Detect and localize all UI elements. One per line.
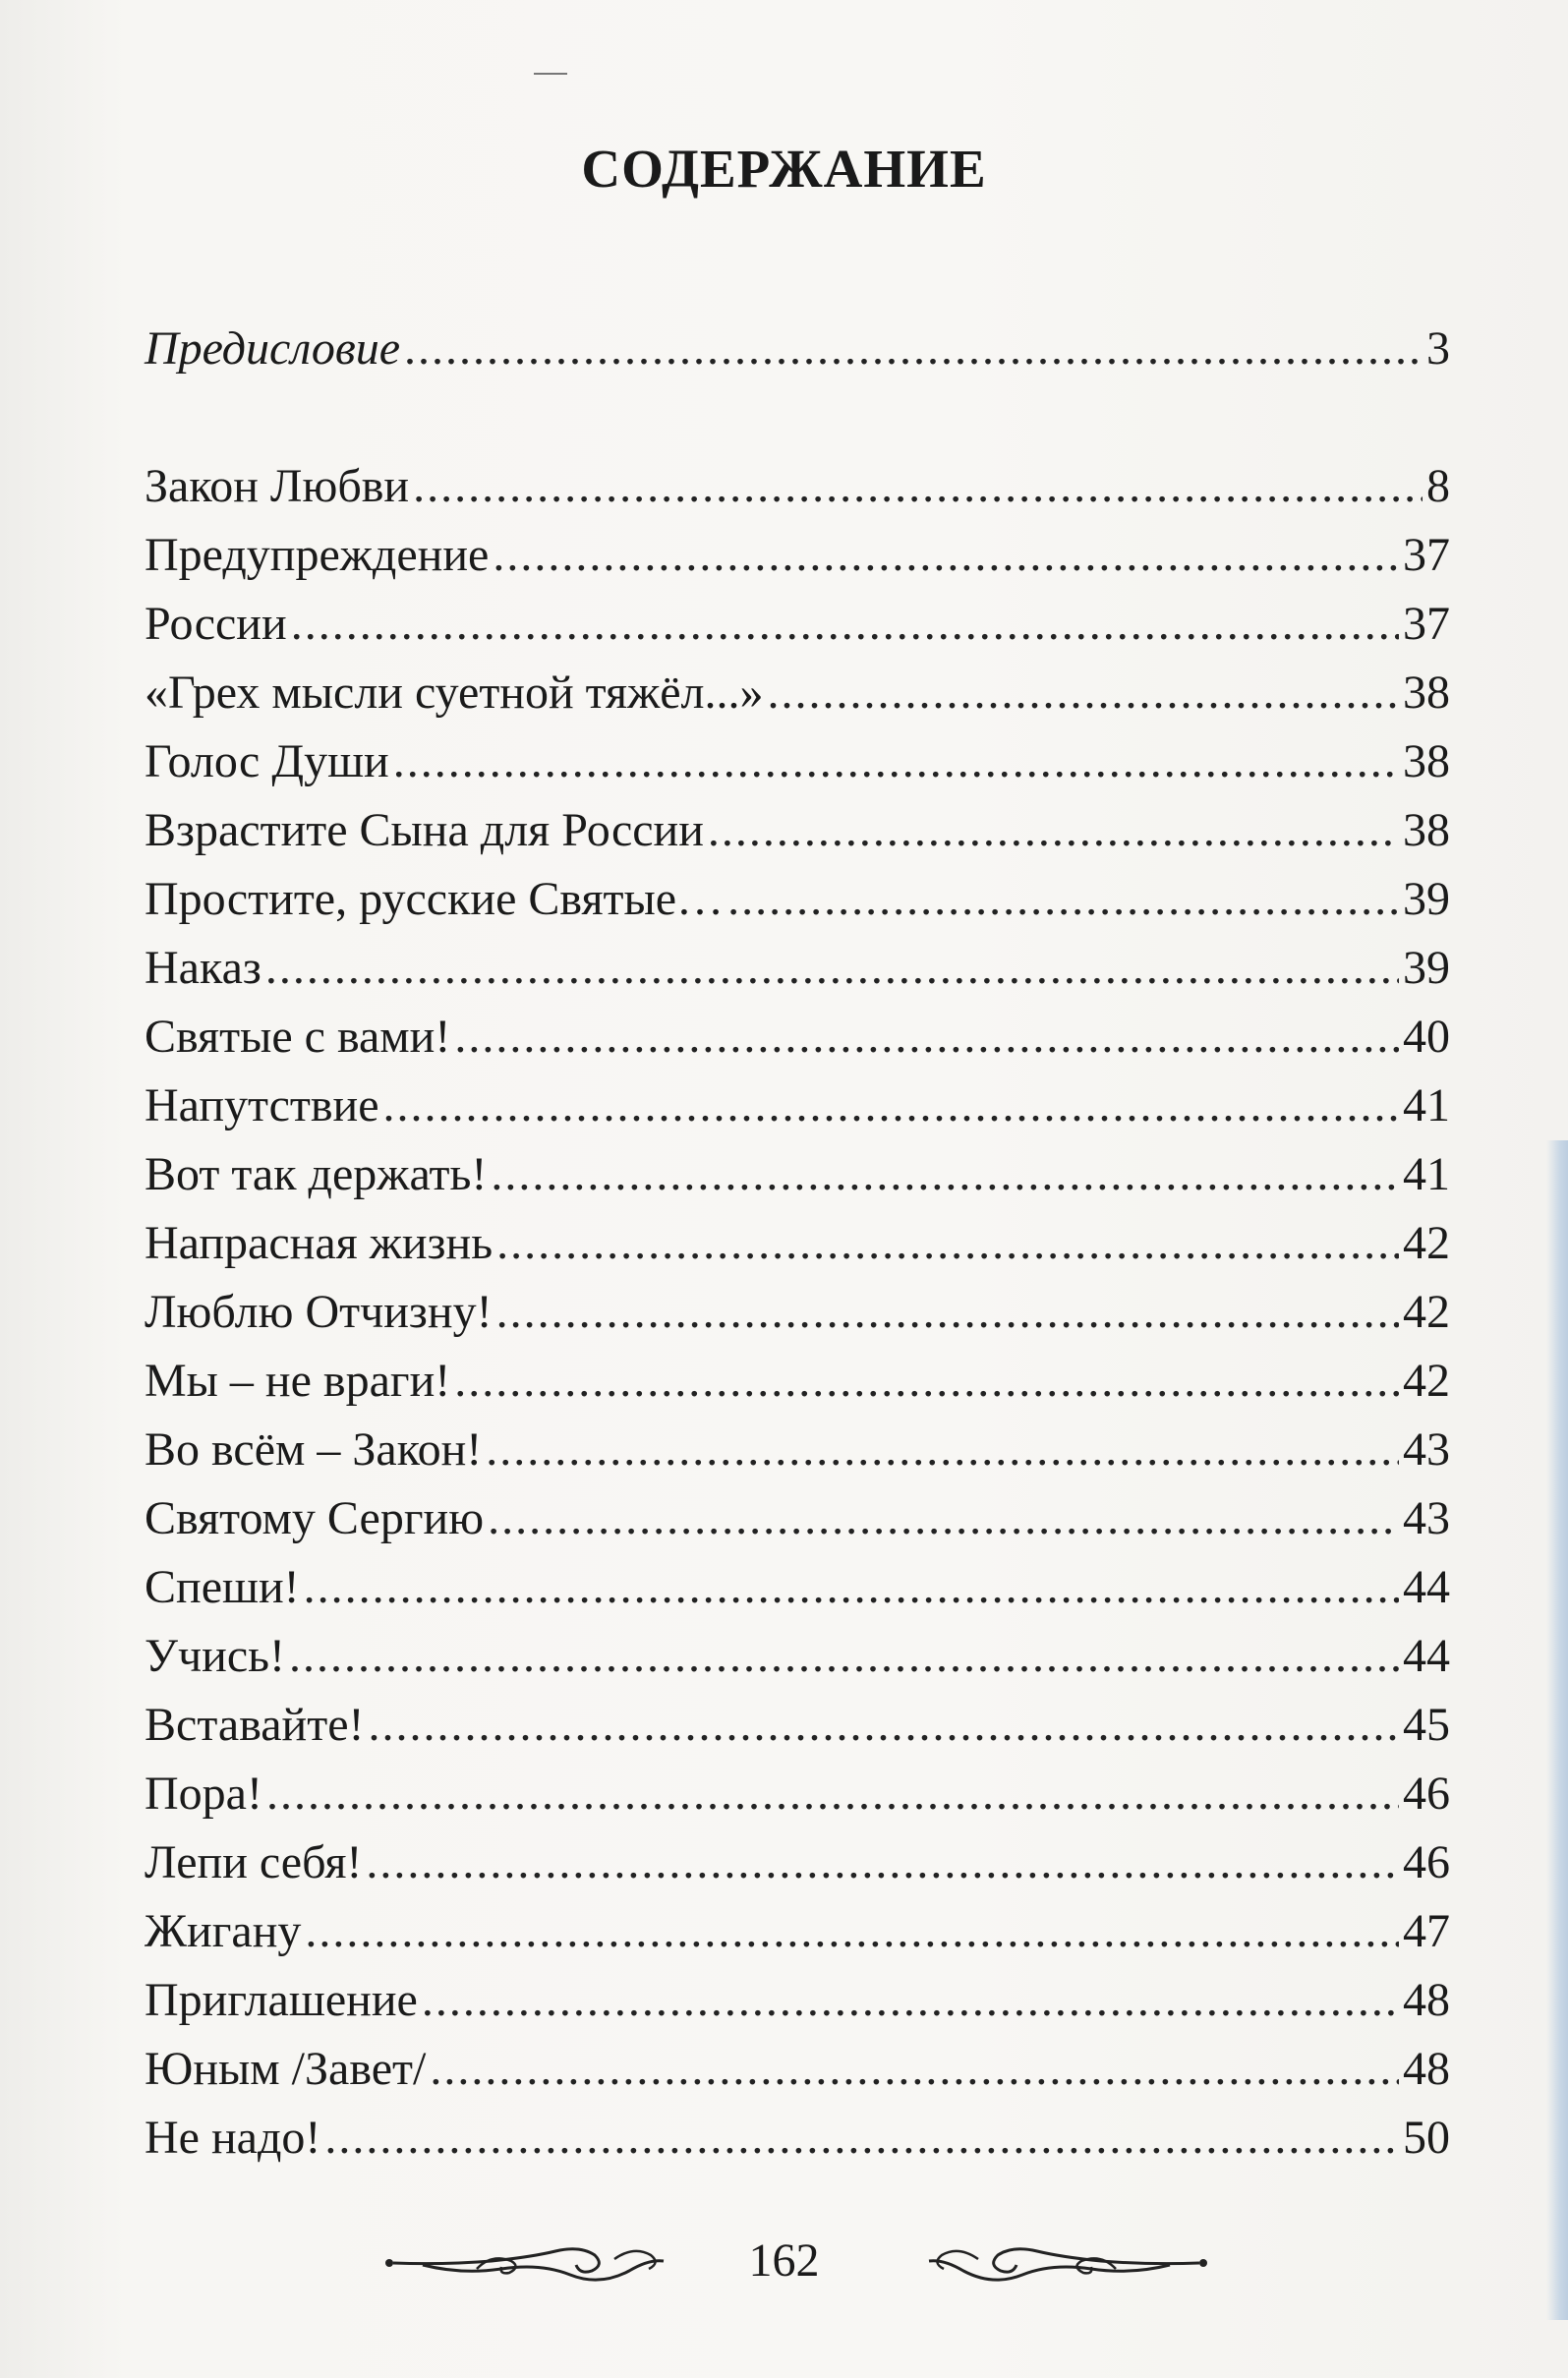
toc-entry-label: Святому Сергию	[145, 1492, 485, 1544]
toc-entry-label: России	[145, 598, 287, 650]
toc-entry	[145, 1209, 1450, 1278]
toc-entry	[145, 2104, 1450, 2173]
dot-leader	[413, 452, 1423, 521]
toc-entry-page: 41	[1403, 1148, 1450, 1200]
toc-entry-label: Спеши!	[145, 1561, 300, 1613]
page-title: СОДЕРЖАНИЕ	[581, 139, 987, 199]
toc-entry	[145, 1828, 1450, 1897]
toc-entry-page: 3	[1426, 322, 1450, 375]
toc-entry-label: Учись!	[145, 1630, 285, 1682]
toc-entry	[145, 934, 1450, 1003]
dot-leader	[266, 1760, 1399, 1828]
toc-entry	[145, 590, 1450, 659]
dot-leader	[454, 1347, 1399, 1416]
toc-entry-page: 46	[1403, 1768, 1450, 1820]
toc-entry-label: «Грех мысли суетной тяжёл...»	[145, 667, 764, 719]
toc-entry	[145, 1760, 1450, 1828]
dot-leader	[324, 2104, 1399, 2173]
toc-entry-page: 37	[1403, 598, 1450, 650]
dot-leader	[383, 1072, 1399, 1140]
dot-leader	[404, 315, 1423, 383]
dot-leader	[304, 1553, 1399, 1622]
toc-entry-page: 46	[1403, 1836, 1450, 1888]
toc-entry	[145, 727, 1450, 796]
dot-leader	[486, 1416, 1399, 1484]
toc-entry	[145, 452, 1450, 521]
toc-entry-label: Не надо!	[145, 2112, 321, 2164]
dot-leader	[393, 727, 1399, 796]
toc-entry	[145, 796, 1450, 865]
dot-leader	[368, 1691, 1399, 1760]
toc-entry-page: 45	[1403, 1699, 1450, 1751]
page-number: 162	[748, 2234, 820, 2287]
toc-entry-label: Предисловие	[145, 322, 401, 375]
toc-entry-page: 41	[1403, 1079, 1450, 1131]
toc-entry-page: 47	[1403, 1905, 1450, 1957]
dot-leader	[488, 1484, 1399, 1553]
toc-entry-page: 43	[1403, 1492, 1450, 1544]
toc-entry	[145, 1553, 1450, 1622]
dot-leader	[708, 796, 1399, 865]
toc-entry	[145, 659, 1450, 727]
toc-entry-page: 43	[1403, 1423, 1450, 1476]
dot-leader	[291, 590, 1399, 659]
dot-leader	[422, 1966, 1399, 2035]
dot-leader	[265, 934, 1399, 1003]
toc-entry	[145, 1416, 1450, 1484]
flourish-right-icon	[914, 2232, 1209, 2291]
dot-leader	[454, 1003, 1399, 1072]
toc-entry	[145, 1140, 1450, 1209]
toc-spacer	[145, 383, 1450, 452]
toc-entry-page: 38	[1403, 667, 1450, 719]
toc-entry	[145, 2035, 1450, 2104]
toc-entry-page: 50	[1403, 2112, 1450, 2164]
toc-entry	[145, 1484, 1450, 1553]
dot-leader	[768, 659, 1399, 727]
toc-entry-page: 38	[1403, 804, 1450, 856]
toc-entry-label: Напутствие	[145, 1079, 379, 1131]
toc-entry-page: 38	[1403, 735, 1450, 787]
toc-entry-page: 8	[1426, 460, 1450, 512]
toc-entry-label: Наказ	[145, 942, 261, 994]
toc-entry-page: 40	[1403, 1011, 1450, 1063]
toc-entry-page: 39	[1403, 873, 1450, 925]
toc-entry	[145, 1278, 1450, 1347]
dot-leader	[496, 1209, 1399, 1278]
toc-entry-label: Юным /Завет/	[145, 2043, 427, 2095]
dot-leader	[491, 1140, 1399, 1209]
toc-entry-label: Простите, русские Святые…	[145, 873, 725, 925]
page-edge-shadow	[1546, 1140, 1568, 2320]
toc-entry-label: Пора!	[145, 1768, 262, 1820]
toc-entry-preface	[145, 315, 1450, 383]
toc-entry-page: 48	[1403, 1974, 1450, 2026]
toc-entry-label: Во всём – Закон!	[145, 1423, 483, 1476]
toc-entry-page: 42	[1403, 1355, 1450, 1407]
page-footer	[0, 2232, 1568, 2291]
toc-entry-label: Голос Души	[145, 735, 389, 787]
toc-entry-label: Предупреждение	[145, 529, 490, 581]
toc-entry	[145, 1072, 1450, 1140]
toc-entry	[145, 1347, 1450, 1416]
toc-entry-label: Приглашение	[145, 1974, 418, 2026]
dot-leader	[493, 521, 1399, 590]
dot-leader	[366, 1828, 1399, 1897]
toc-entry-page: 42	[1403, 1217, 1450, 1269]
toc-entry	[145, 1622, 1450, 1691]
toc-entry	[145, 865, 1450, 934]
table-of-contents	[145, 315, 1450, 2173]
toc-entry-label: Лепи себя!	[145, 1836, 363, 1888]
toc-entry	[145, 521, 1450, 590]
toc-entry-label: Взрастите Сына для России	[145, 804, 704, 856]
toc-entry-label: Святые с вами!	[145, 1011, 451, 1063]
toc-entry	[145, 1003, 1450, 1072]
toc-entry-label: Люблю Отчизну!	[145, 1286, 493, 1338]
toc-entry	[145, 1897, 1450, 1966]
toc-entry	[145, 1691, 1450, 1760]
toc-entry	[145, 1966, 1450, 2035]
toc-entry-label: Вот так держать!	[145, 1148, 488, 1200]
toc-entry-label: Напрасная жизнь	[145, 1217, 494, 1269]
toc-entry-page: 42	[1403, 1286, 1450, 1338]
toc-entry-label: Жигану	[145, 1905, 302, 1957]
toc-entry-page: 44	[1403, 1630, 1450, 1682]
dot-leader	[430, 2035, 1399, 2104]
toc-entry-label: Мы – не враги!	[145, 1355, 451, 1407]
toc-entry-label: Вставайте!	[145, 1699, 365, 1751]
toc-entry-page: 48	[1403, 2043, 1450, 2095]
dot-leader	[727, 865, 1399, 934]
toc-entry-page: 44	[1403, 1561, 1450, 1613]
dot-leader	[289, 1622, 1399, 1691]
print-mark	[534, 73, 567, 75]
dot-leader	[496, 1278, 1399, 1347]
toc-entry-page: 39	[1403, 942, 1450, 994]
dot-leader	[305, 1897, 1399, 1966]
toc-entry-page: 37	[1403, 529, 1450, 581]
toc-entry-label: Закон Любви	[145, 460, 410, 512]
